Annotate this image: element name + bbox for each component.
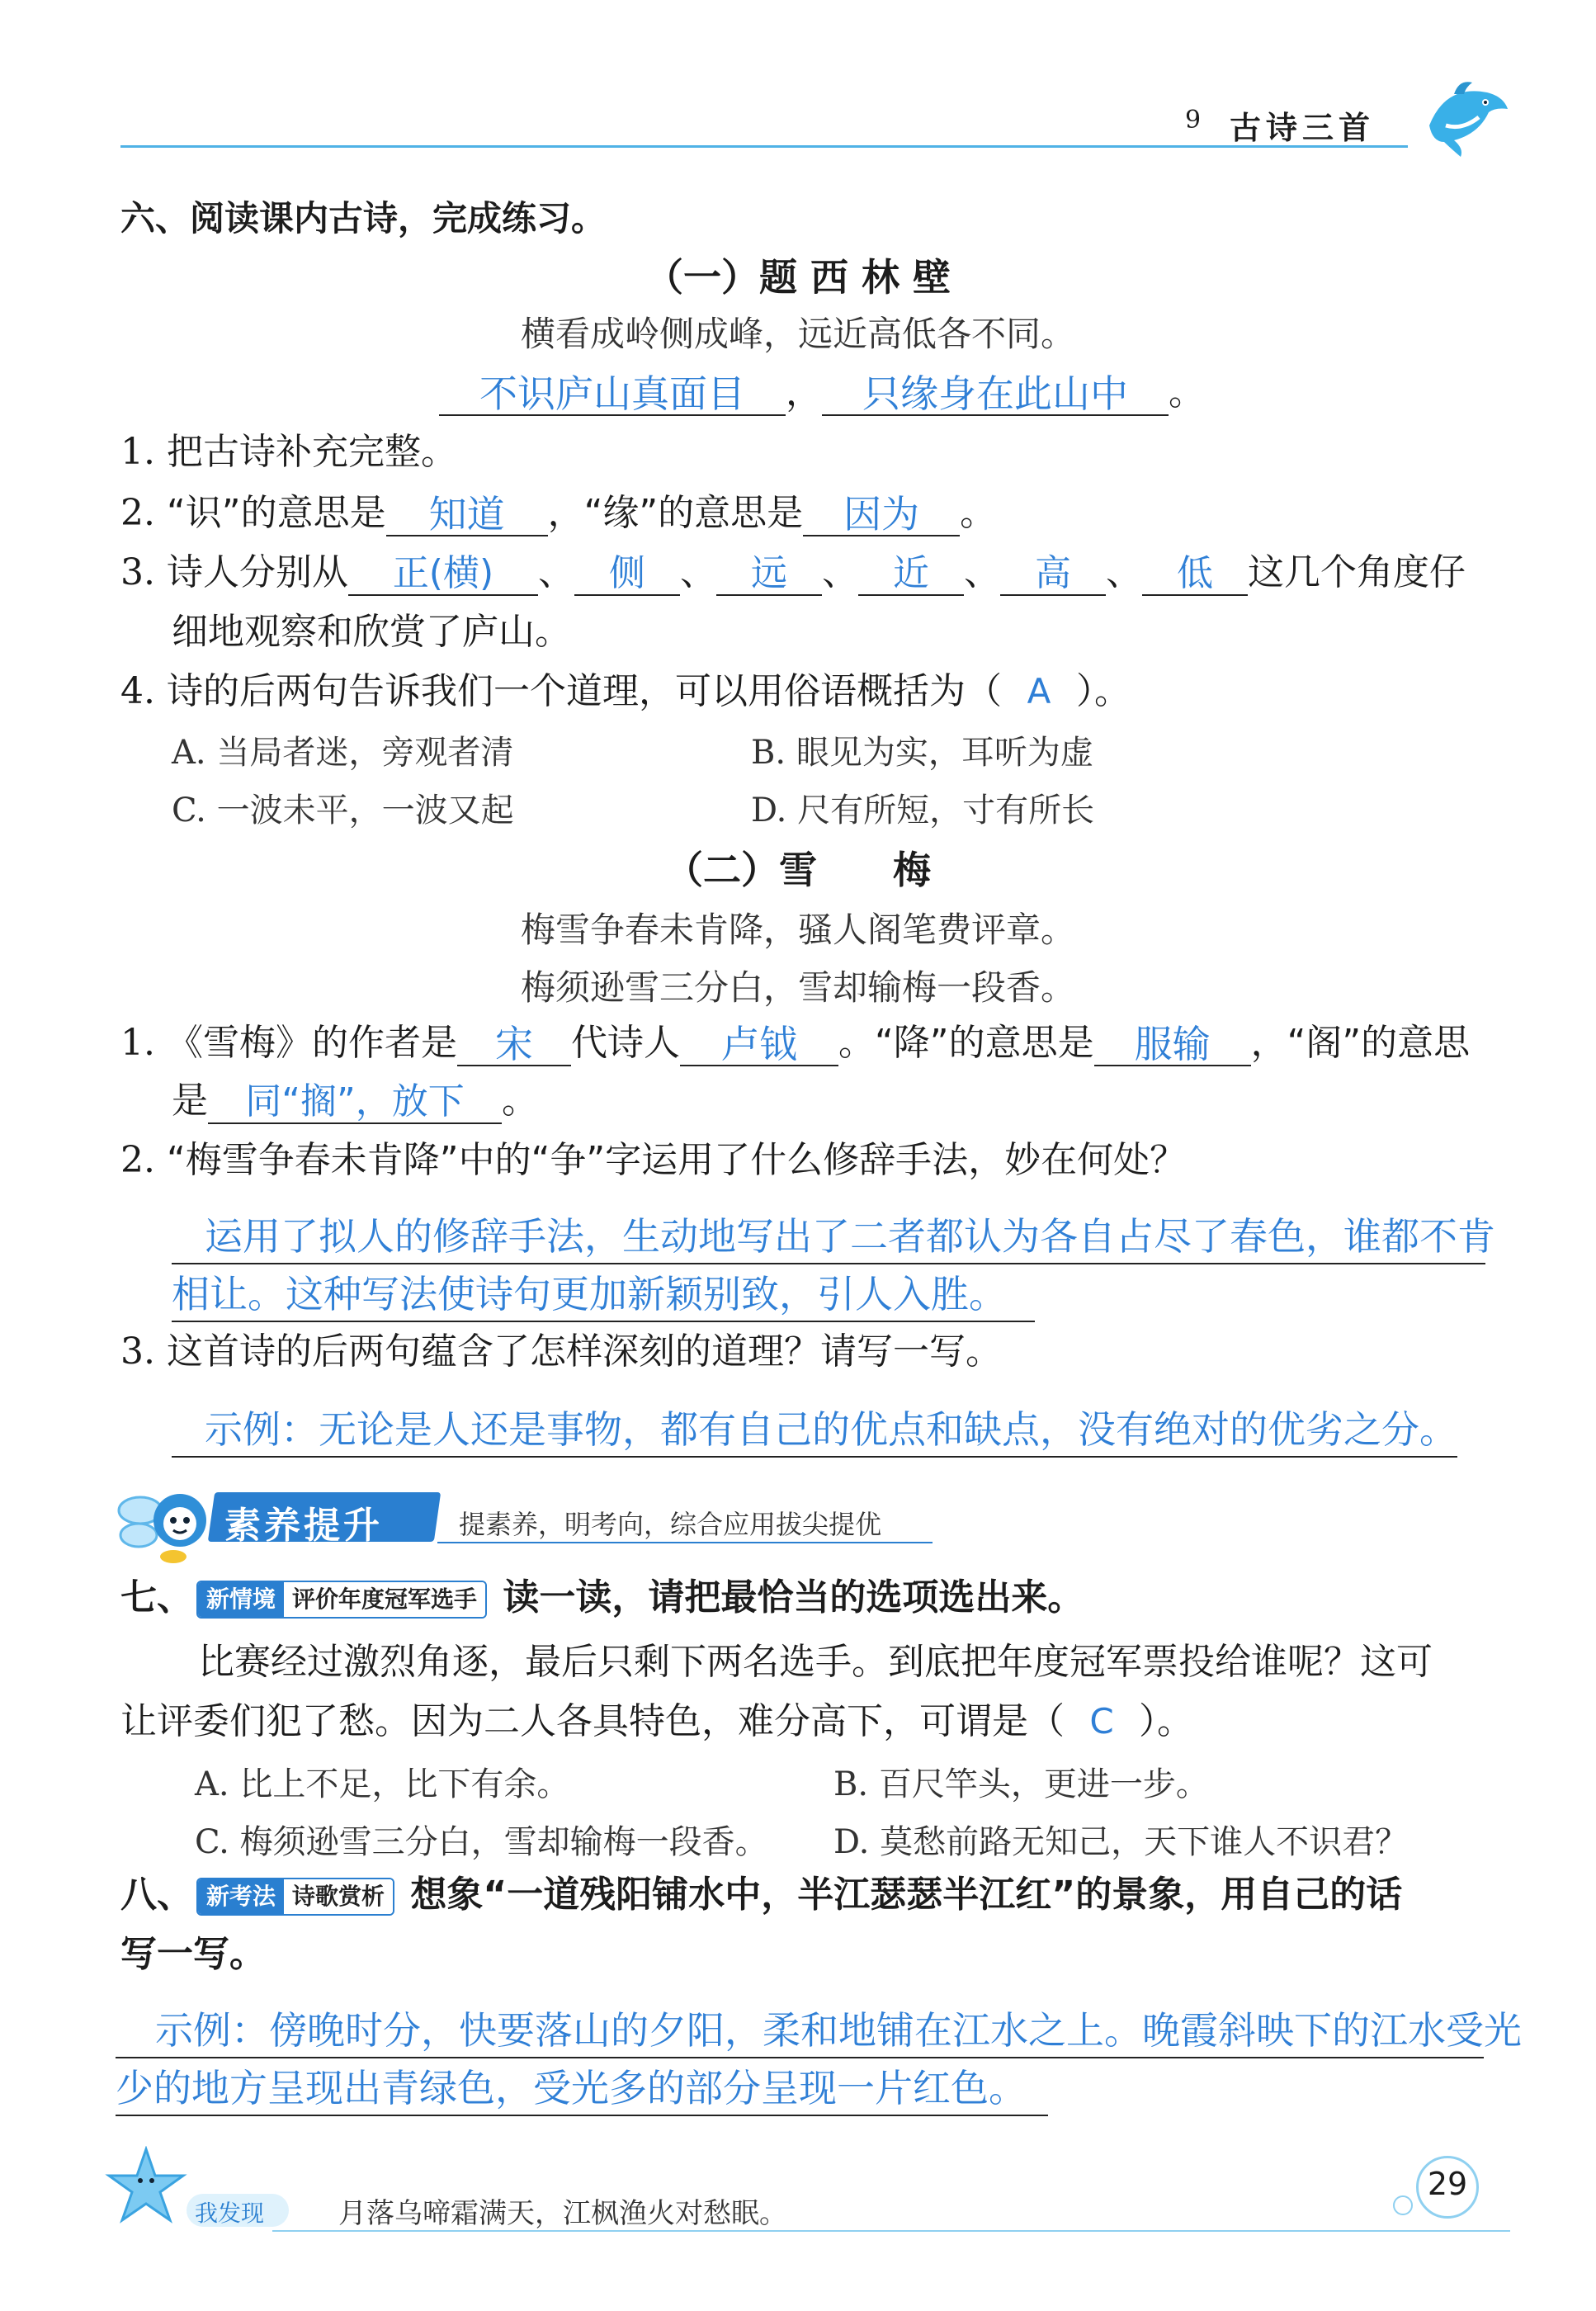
question-text: 把古诗补充完整。 [166, 431, 457, 473]
question-text: ，“阁”的意思 [1250, 1022, 1471, 1064]
question-text: “识”的意思是 [166, 492, 386, 534]
option-a: A. 当局者迷，旁观者清 [172, 734, 514, 772]
answer-blank[interactable]: 低 [1142, 553, 1248, 596]
period: 。 [960, 492, 997, 534]
question-text: “梅雪争春未肯降”中的“争”字运用了什么修辞手法，妙在何处？ [166, 1139, 1187, 1181]
separator: 、 [679, 551, 716, 593]
question-text: 这首诗的后两句蕴含了怎样深刻的道理？请写一写。 [166, 1330, 1002, 1373]
section-8-heading-cont: 写一写。 [120, 1933, 266, 1975]
section-number: 八、 [120, 1874, 193, 1916]
question-6-4 [120, 669, 1131, 715]
question-number: 3. [120, 1330, 155, 1373]
new-method-tag [196, 1878, 394, 1916]
poem-1-line-1: 横看成岭侧成峰，远近高低各不同。 [520, 314, 1075, 354]
question-text: 诗的后两句告诉我们一个道理，可以用俗语概括为（ [166, 670, 1002, 712]
option-c: C. 一波未平，一波又起 [172, 792, 514, 829]
separator: 、 [821, 551, 858, 593]
question-text: 代诗人 [570, 1022, 680, 1064]
answer-blank[interactable]: 服输 [1094, 1023, 1251, 1066]
answer-blank[interactable]: 高 [1000, 553, 1106, 596]
dolphin-icon [1421, 76, 1512, 158]
section-8-heading [120, 1872, 1402, 1918]
question-text: 。“降”的意思是 [838, 1022, 1094, 1064]
poem-1-blank-2[interactable]: 只缘身在此山中 [822, 373, 1169, 416]
question-number: 1. [120, 1022, 155, 1064]
answer-blank[interactable]: 远 [716, 553, 822, 596]
question-text: ，“缘”的意思是 [547, 492, 804, 534]
question-number: 3. [120, 551, 155, 593]
discover-badge: 我发现 [195, 2200, 265, 2227]
poem-2-question-1 [120, 1020, 1470, 1066]
tag-topic: 诗歌赏析 [284, 1879, 393, 1914]
section-number: 七、 [120, 1576, 193, 1619]
new-situation-tag [196, 1581, 487, 1619]
answer-line-2[interactable]: 少的地方呈现出青绿色，受光多的部分呈现一片红色。 [116, 2062, 1048, 2116]
section-7-paragraph-1: 比赛经过激烈角逐，最后只剩下两名选手。到底把年度冠军票投给谁呢？这可 [198, 1641, 1433, 1683]
option-b: B. 百尺竿头，更进一步。 [833, 1765, 1209, 1803]
answer-line-1[interactable]: 运用了拟人的修辞手法，生动地写出了二者都认为各自占尽了春色，谁都不肯 [172, 1210, 1485, 1264]
answer-blank[interactable]: 近 [858, 553, 964, 596]
question-number: 1. [120, 431, 155, 473]
answer-blank[interactable]: 同“搁”，放下 [208, 1081, 502, 1124]
footer-quote: 月落乌啼霜满天，江枫渔火对愁眠。 [338, 2197, 787, 2230]
poem-2-question-1-cont [172, 1078, 538, 1124]
question-6-1 [120, 429, 457, 475]
question-text: 《雪梅》的作者是 [166, 1022, 457, 1064]
page-number: 29 [1427, 2166, 1468, 2202]
section-7-heading [120, 1575, 1084, 1621]
separator: 、 [537, 551, 574, 593]
poem-2-title: （二）雪 梅 [665, 848, 931, 892]
poem-2-question-3 [120, 1329, 1002, 1375]
question-number: 2. [120, 492, 155, 534]
question-text: 诗人分别从 [166, 551, 348, 593]
period: 。 [1169, 371, 1205, 414]
poem-2-question-2 [120, 1137, 1186, 1184]
bubble-icon [1393, 2195, 1413, 2215]
poem-2-line-2: 梅须逊雪三分白，雪却输梅一段香。 [520, 967, 1075, 1008]
answer-blank[interactable]: 正(横) [348, 553, 538, 596]
answer-blank[interactable]: 宋 [457, 1023, 571, 1066]
header-divider [120, 145, 1408, 148]
section-instruction: 读一读，请把最恰当的选项选出来。 [503, 1576, 1084, 1619]
option-d: D. 莫愁前路无知己，天下谁人不识君？ [833, 1823, 1409, 1861]
option-d: D. 尺有所短，寸有所长 [751, 792, 1095, 829]
tag-label: 新考法 [198, 1879, 284, 1914]
answer-line-1[interactable]: 示例：傍晚时分，快要落山的夕阳，柔和地铺在江水之上。晚霞斜映下的江水受光 [116, 2004, 1484, 2058]
option-b: B. 眼见为实，耳听为虚 [751, 734, 1093, 772]
lesson-title: 古诗三首 [1230, 110, 1376, 146]
section-6-heading: 六、阅读课内古诗，完成练习。 [120, 198, 607, 239]
period: 。 [502, 1080, 538, 1122]
answer-blank[interactable]: 知道 [386, 494, 548, 536]
poem-1-line-2 [439, 370, 1205, 416]
footer-divider [272, 2230, 1510, 2232]
question-number: 4. [120, 670, 155, 712]
paragraph-text: 让评委们犯了愁。因为二人各具特色，难分高下，可谓是（ [120, 1700, 1065, 1742]
question-6-3 [120, 550, 1466, 596]
question-text: ）。 [1075, 670, 1131, 712]
separator: 、 [1105, 551, 1142, 593]
poem-1-blank-1[interactable]: 不识庐山真面目 [439, 373, 786, 416]
answer-blank[interactable]: 侧 [574, 553, 680, 596]
bee-mascot-icon [116, 1477, 215, 1568]
comma: ， [786, 371, 822, 414]
answer-line-2[interactable]: 相让。这种写法使诗句更加新颖别致，引人入胜。 [172, 1268, 1035, 1322]
tag-topic: 评价年度冠军选手 [284, 1582, 485, 1617]
question-6-3-cont: 细地观察和欣赏了庐山。 [172, 611, 571, 653]
choice-answer[interactable]: C [1089, 1701, 1114, 1742]
poem-1-title: （一）题 西 林 壁 [645, 255, 951, 300]
banner-underline [437, 1542, 933, 1543]
lesson-number: 9 [1185, 106, 1202, 135]
option-a: A. 比上不足，比下有余。 [195, 1765, 570, 1803]
banner-subtitle: 提素养，明考向，综合应用拔尖提优 [459, 1509, 882, 1540]
poem-2-line-1: 梅雪争春未肯降，骚人阁笔费评章。 [520, 910, 1075, 950]
answer-line[interactable]: 示例：无论是人还是事物，都有自己的优点和缺点，没有绝对的优劣之分。 [172, 1403, 1457, 1458]
option-c: C. 梅须逊雪三分白，雪却输梅一段香。 [195, 1823, 768, 1861]
tag-label: 新情境 [198, 1582, 284, 1617]
question-number: 2. [120, 1139, 155, 1181]
separator: 、 [963, 551, 1000, 593]
banner-title: 素养提升 [224, 1505, 383, 1547]
paragraph-text: ）。 [1139, 1700, 1193, 1742]
section-7-paragraph-2 [120, 1699, 1193, 1745]
choice-answer[interactable]: A [1027, 671, 1051, 711]
question-text: 是 [172, 1080, 208, 1122]
section-instruction: 想象“一道残阳铺水中，半江瑟瑟半江红”的景象，用自己的话 [410, 1874, 1403, 1916]
answer-blank[interactable]: 卢钺 [680, 1023, 838, 1066]
question-text: 这几个角度仔 [1247, 551, 1466, 593]
starfish-icon [101, 2146, 191, 2228]
answer-blank[interactable]: 因为 [803, 494, 960, 536]
question-6-2 [120, 490, 996, 536]
